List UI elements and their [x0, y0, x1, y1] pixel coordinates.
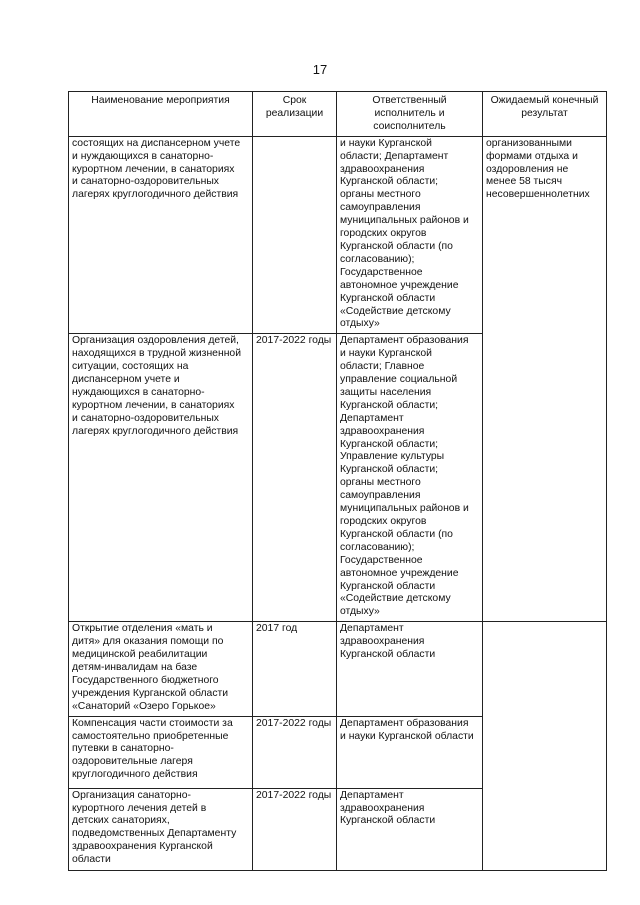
header-period: Срок реализации — [253, 92, 337, 137]
header-executor: Ответственный исполнитель и соисполнитель — [337, 92, 483, 137]
measure-name-cell: Организация санаторно- курортного лечения детей в детских санаториях, подведомственных Департаменту здравоохранения Курганской области — [69, 788, 253, 870]
executor-cell: Департамент здравоохранения Курганской области — [337, 622, 483, 716]
executor-cell: Департамент здравоохранения Курганской области — [337, 788, 483, 870]
period-cell: 2017-2022 годы — [253, 788, 337, 870]
executor-cell: Департамент образования и науки Курганской области — [337, 716, 483, 788]
measure-name-cell: Организация оздоровления детей, находящихся в трудной жизненной ситуации, состоящих на диспансерном учете и нуждающихся в санаторно- курортном лечении, в санаториях и санаторно-оздоровительных лагерях круглогодичного действия — [69, 334, 253, 622]
page-number: 17 — [312, 62, 328, 77]
expected-result-cell: организованными формами отдыха и оздоровления не менее 58 тысяч несовершеннолетних — [483, 136, 607, 622]
measure-name-cell: Открытие отделения «мать и дитя» для оказания помощи по медицинской реабилитации детям-инвалидам на базе Государственного бюджетного учреждения Курганской области «Санаторий «Озеро Горькое» — [69, 622, 253, 716]
period-cell: 2017-2022 годы — [253, 716, 337, 788]
executor-cell: и науки Курганской области; Департамент здравоохранения Курганской области; органы местного самоуправления муниципальных районов и городских округов Курганской области (по согласованию); Государственное автономное учреждение Курганской области «Содействие детскому отдыху» — [337, 136, 483, 334]
header-measure-name: Наименование мероприятия — [69, 92, 253, 137]
table-header-row — [69, 92, 607, 137]
period-cell: 2017-2022 годы — [253, 334, 337, 622]
measure-name-cell: Компенсация части стоимости за самостоятельно приобретенные путевки в санаторно- оздоровительные лагеря круглогодичного действия — [69, 716, 253, 788]
executor-cell: Департамент образования и науки Курганской области; Главное управление социальной защиты населения Курганской области; Департамент здравоохранения Курганской области; Управление культуры Курганской области; органы местного самоуправления муниципальных районов и городских округов Курганской области (по согласованию); Государственное автономное учреждение Курганской области «Содействие детскому отдыху» — [337, 334, 483, 622]
measure-name-cell: состоящих на диспансерном учете и нуждающихся в санаторно- курортном лечении, в санаториях и санаторно-оздоровительных лагерях круглогодичного действия — [69, 136, 253, 334]
measures-table — [68, 91, 607, 871]
header-expected-result: Ожидаемый конечный результат — [483, 92, 607, 137]
expected-result-cell — [483, 622, 607, 870]
table-row — [69, 136, 607, 334]
period-cell — [253, 136, 337, 334]
period-cell: 2017 год — [253, 622, 337, 716]
table-row — [69, 622, 607, 716]
